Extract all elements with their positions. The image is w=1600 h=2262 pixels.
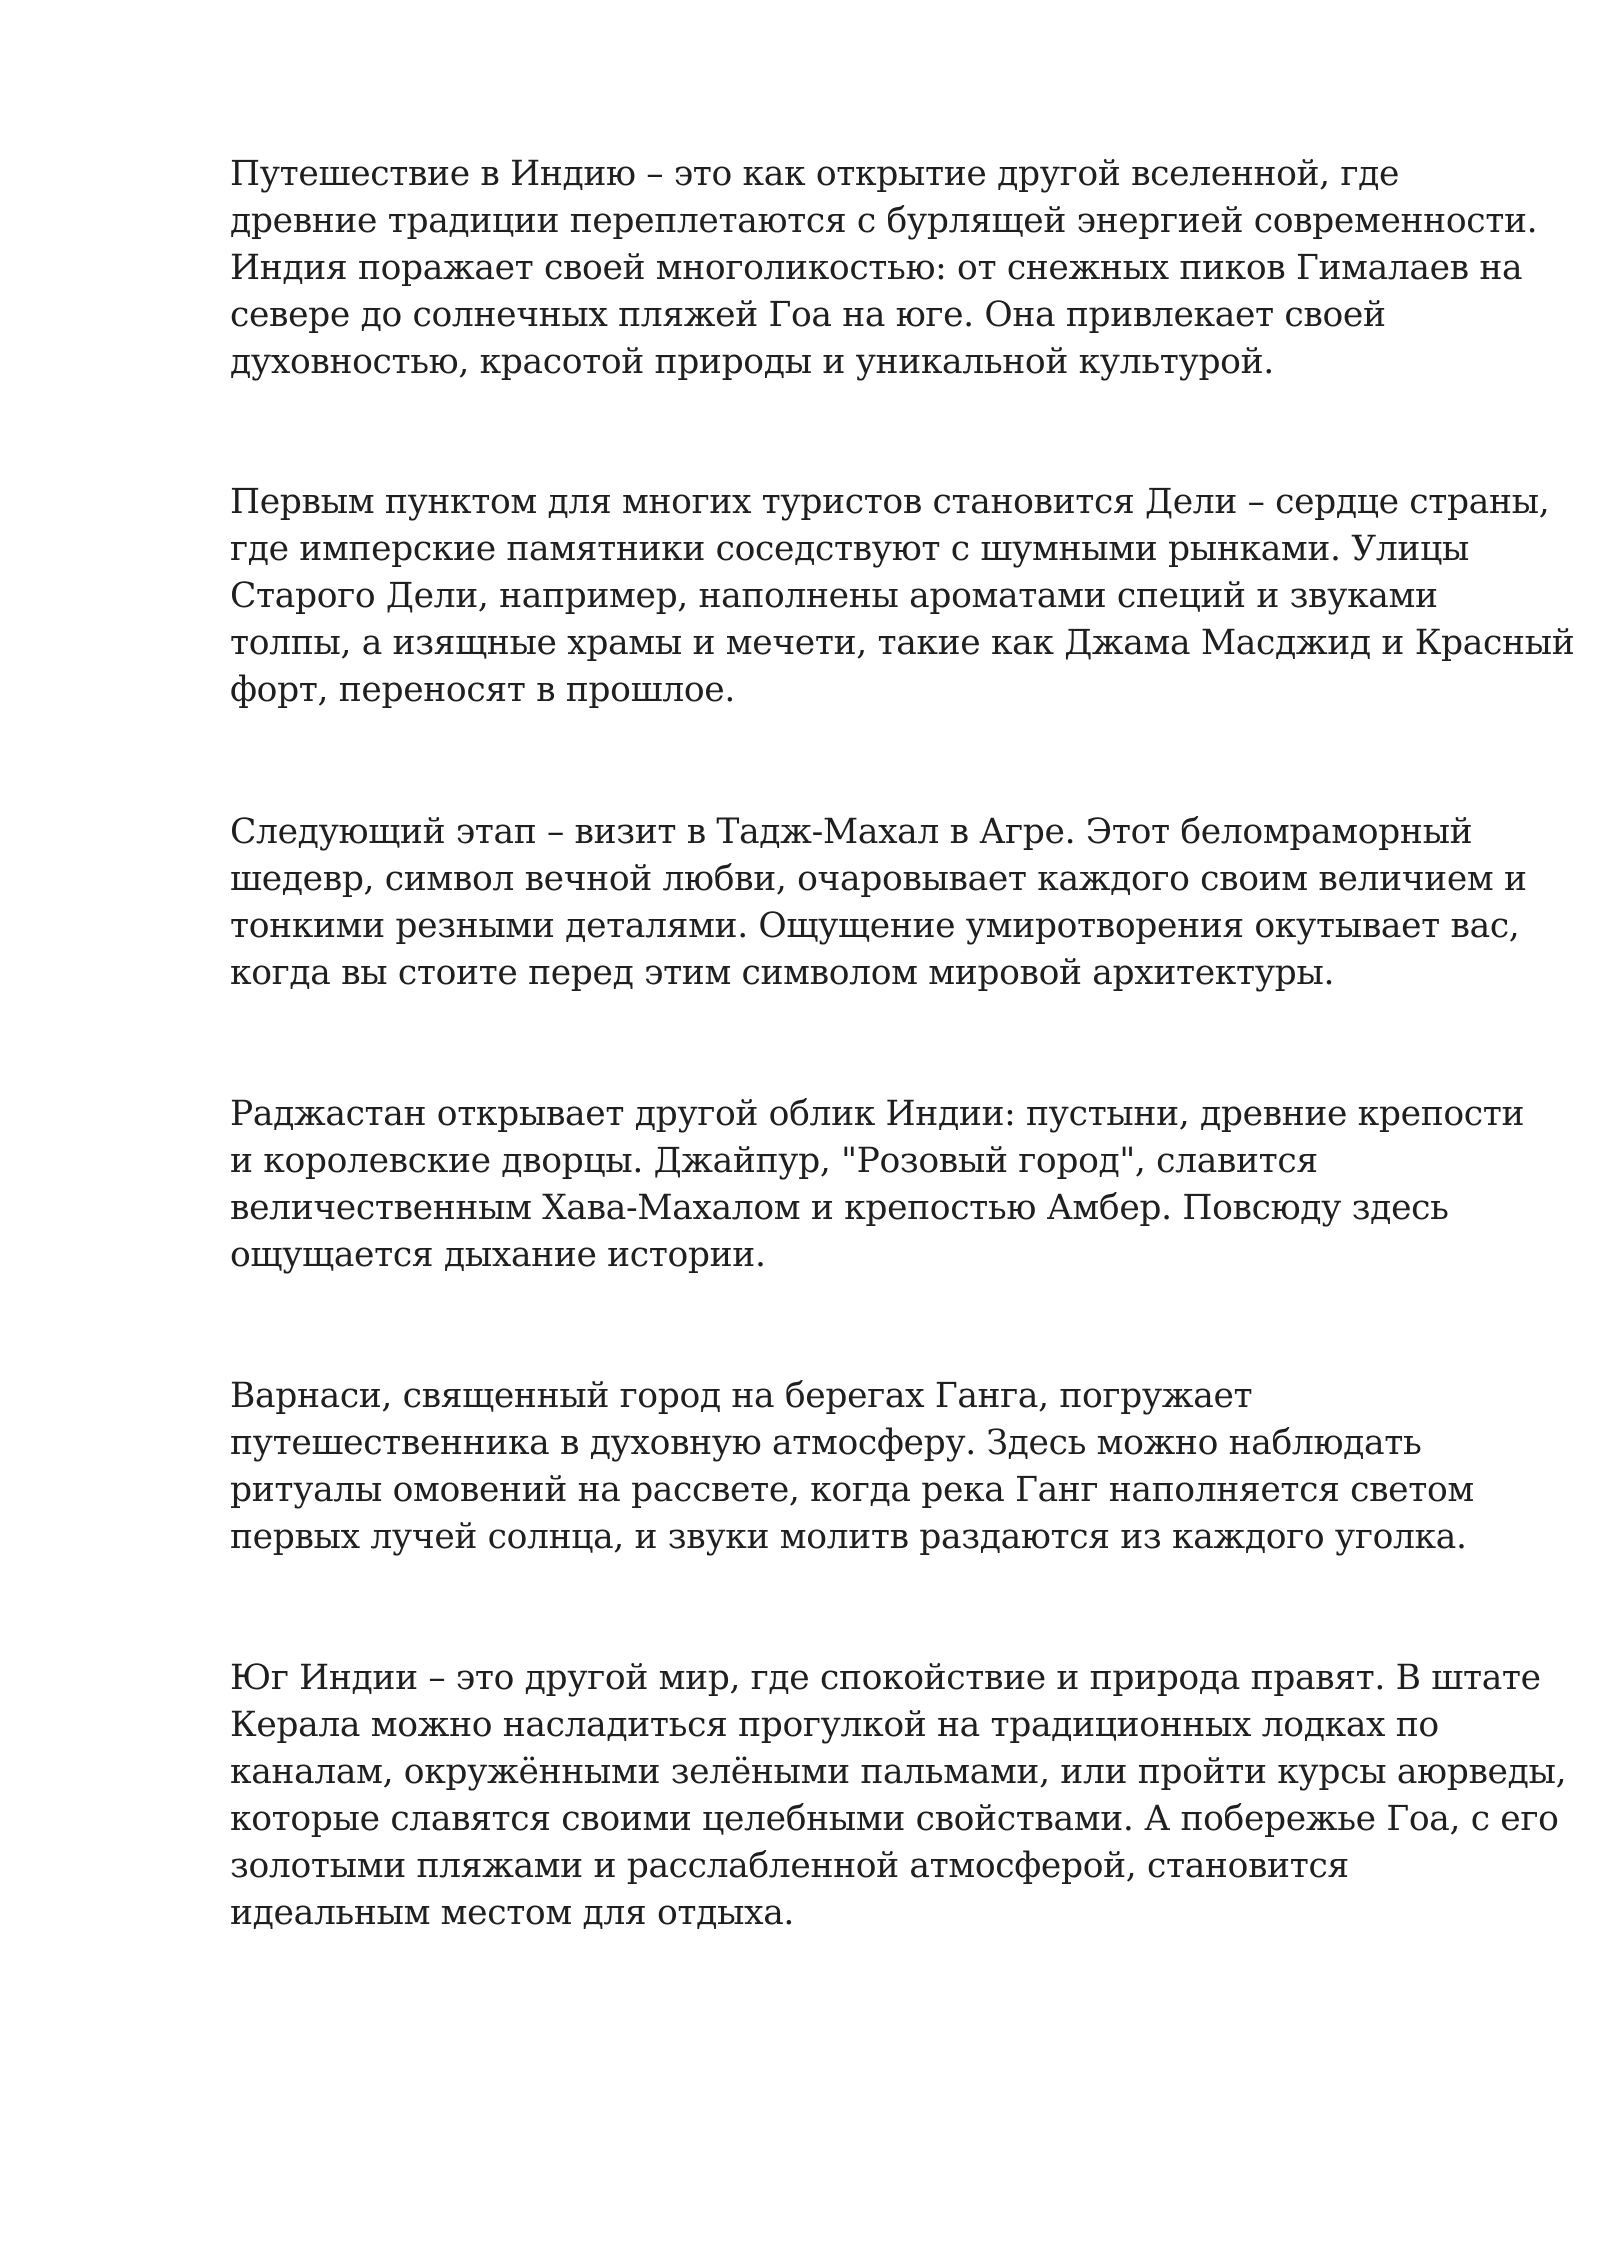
text-line: духовностью, красотой природы и уникальной культурой.	[230, 342, 1274, 382]
text-line: Путешествие в Индию – это как открытие другой вселенной, где	[230, 154, 1400, 194]
text-line: Старого Дели, например, наполнены ароматами специй и звуками	[230, 576, 1438, 616]
paragraph-intro	[230, 151, 1538, 386]
text-line: Юг Индии – это другой мир, где спокойствие и природа правят. В штате	[230, 1658, 1541, 1698]
text-line: Керала можно насладиться прогулкой на традиционных лодках по	[230, 1705, 1439, 1745]
text-line: тонкими резными деталями. Ощущение умиротворения окутывает вас,	[230, 906, 1520, 946]
text-line: ощущается дыхание истории.	[230, 1235, 766, 1275]
text-line: каналам, окружёнными зелёными пальмами, или пройти курсы аюрведы,	[230, 1752, 1567, 1792]
text-line: и королевские дворцы. Джайпур, "Розовый город", славится	[230, 1141, 1318, 1181]
text-line: Индия поражает своей многоликостью: от снежных пиков Гималаев на	[230, 248, 1523, 288]
text-line: идеальным местом для отдыха.	[230, 1893, 795, 1933]
text-line: Варнаси, священный город на берегах Ганга, погружает	[230, 1376, 1253, 1416]
text-line: золотыми пляжами и расслабленной атмосферой, становится	[230, 1846, 1349, 1886]
text-line: первых лучей солнца, и звуки молитв раздаются из каждого уголка.	[230, 1517, 1467, 1557]
text-line: где имперские памятники соседствуют с шумными рынками. Улицы	[230, 529, 1470, 569]
text-line: форт, переносят в прошлое.	[230, 670, 735, 710]
paragraph-taj-mahal	[230, 809, 1527, 997]
text-line: когда вы стоите перед этим символом мировой архитектуры.	[230, 953, 1335, 993]
paragraph-south-india	[230, 1655, 1567, 1937]
text-line: толпы, а изящные храмы и мечети, такие как Джама Масджид и Красный	[230, 623, 1575, 663]
text-line: ритуалы омовений на рассвете, когда река Ганг наполняется светом	[230, 1470, 1474, 1510]
text-line: Следующий этап – визит в Тадж-Махал в Агре. Этот беломраморный	[230, 812, 1473, 852]
text-line: Первым пунктом для многих туристов становится Дели – сердце страны,	[230, 482, 1550, 522]
text-line: шедевр, символ вечной любви, очаровывает каждого своим величием и	[230, 859, 1527, 899]
document-body	[230, 151, 1575, 2031]
text-line: Раджастан открывает другой облик Индии: пустыни, древние крепости	[230, 1094, 1525, 1134]
text-line: путешественника в духовную атмосферу. Здесь можно наблюдать	[230, 1423, 1422, 1463]
paragraph-delhi	[230, 479, 1575, 714]
text-line: величественным Хава-Махалом и крепостью Амбер. Повсюду здесь	[230, 1188, 1449, 1228]
text-line: севере до солнечных пляжей Гоа на юге. Она привлекает своей	[230, 295, 1386, 335]
paragraph-rajasthan	[230, 1091, 1525, 1279]
paragraph-varanasi	[230, 1373, 1520, 1561]
text-line: древние традиции переплетаются с бурлящей энергией современности.	[230, 201, 1538, 241]
text-line: которые славятся своими целебными свойствами. А побережье Гоа, с его	[230, 1799, 1559, 1839]
